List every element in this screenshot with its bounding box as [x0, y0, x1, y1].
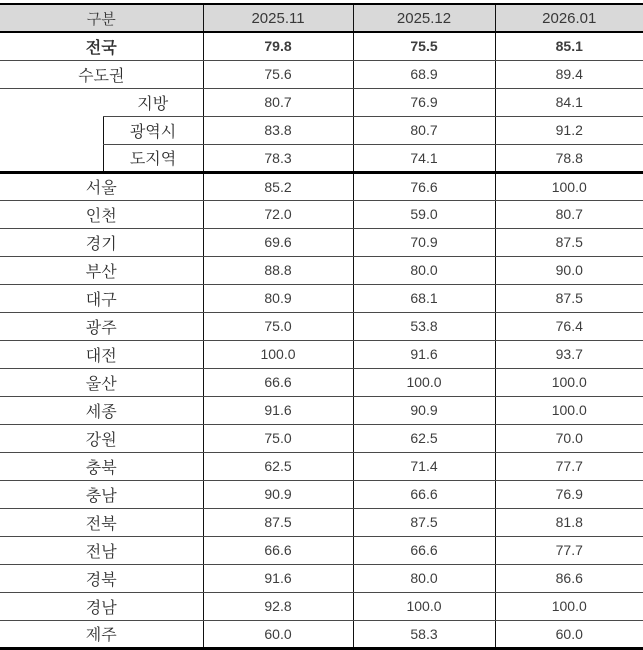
row-label: 경남	[0, 592, 203, 620]
header-row	[0, 4, 643, 32]
value-cell: 79.8	[203, 32, 353, 60]
row-label: 전국	[0, 32, 203, 60]
row-label: 도지역	[103, 144, 203, 172]
row-label: 대전	[0, 340, 203, 368]
value-cell: 87.5	[353, 508, 495, 536]
row-label: 서울	[0, 172, 203, 200]
table-row	[0, 620, 643, 648]
value-cell: 91.2	[495, 116, 643, 144]
value-cell: 93.7	[495, 340, 643, 368]
value-cell: 74.1	[353, 144, 495, 172]
value-cell: 80.7	[495, 200, 643, 228]
value-cell: 70.9	[353, 228, 495, 256]
value-cell: 76.6	[353, 172, 495, 200]
value-cell: 66.6	[203, 368, 353, 396]
value-cell: 100.0	[495, 396, 643, 424]
value-cell: 88.8	[203, 256, 353, 284]
value-cell: 75.0	[203, 424, 353, 452]
value-cell: 92.8	[203, 592, 353, 620]
row-label: 충북	[0, 452, 203, 480]
row-label: 수도권	[0, 60, 203, 88]
value-cell: 80.0	[353, 564, 495, 592]
value-cell: 68.1	[353, 284, 495, 312]
value-cell: 91.6	[203, 396, 353, 424]
value-cell: 83.8	[203, 116, 353, 144]
row-label: 전남	[0, 536, 203, 564]
value-cell: 85.1	[495, 32, 643, 60]
value-cell: 100.0	[353, 368, 495, 396]
value-cell: 66.6	[353, 536, 495, 564]
table-row	[0, 564, 643, 592]
value-cell: 76.4	[495, 312, 643, 340]
value-cell: 75.0	[203, 312, 353, 340]
value-cell: 71.4	[353, 452, 495, 480]
value-cell: 85.2	[203, 172, 353, 200]
value-cell: 80.7	[203, 88, 353, 116]
value-cell: 69.6	[203, 228, 353, 256]
value-cell: 87.5	[495, 228, 643, 256]
table-row	[0, 256, 643, 284]
table-row	[0, 452, 643, 480]
row-label: 지방	[103, 88, 203, 116]
table-body	[0, 32, 643, 648]
value-cell: 80.7	[353, 116, 495, 144]
row-label: 인천	[0, 200, 203, 228]
row-label: 제주	[0, 620, 203, 648]
value-cell: 78.8	[495, 144, 643, 172]
value-cell: 80.9	[203, 284, 353, 312]
row-label: 전북	[0, 508, 203, 536]
table-row	[0, 424, 643, 452]
value-cell: 76.9	[495, 480, 643, 508]
table-row	[0, 60, 643, 88]
value-cell: 100.0	[353, 592, 495, 620]
value-cell: 87.5	[203, 508, 353, 536]
table-row	[0, 368, 643, 396]
table-row	[0, 172, 643, 200]
table-row	[0, 396, 643, 424]
table-row	[0, 592, 643, 620]
header-cell-category: 구분	[0, 4, 203, 32]
value-cell: 66.6	[353, 480, 495, 508]
value-cell: 91.6	[203, 564, 353, 592]
value-cell: 78.3	[203, 144, 353, 172]
row-label: 대구	[0, 284, 203, 312]
row-label: 광역시	[103, 116, 203, 144]
value-cell: 100.0	[495, 592, 643, 620]
value-cell: 84.1	[495, 88, 643, 116]
value-cell: 75.6	[203, 60, 353, 88]
value-cell: 53.8	[353, 312, 495, 340]
value-cell: 75.5	[353, 32, 495, 60]
header-cell-month-2: 2025.12	[353, 4, 495, 32]
table-row	[0, 312, 643, 340]
value-cell: 90.9	[353, 396, 495, 424]
value-cell: 77.7	[495, 536, 643, 564]
table-row	[0, 32, 643, 60]
table-row	[0, 480, 643, 508]
row-label: 광주	[0, 312, 203, 340]
indent-spacer-cell	[0, 88, 103, 116]
value-cell: 62.5	[203, 452, 353, 480]
value-cell: 77.7	[495, 452, 643, 480]
table-row	[0, 144, 643, 172]
table-row	[0, 508, 643, 536]
table-row	[0, 536, 643, 564]
value-cell: 76.9	[353, 88, 495, 116]
value-cell: 59.0	[353, 200, 495, 228]
value-cell: 90.0	[495, 256, 643, 284]
value-cell: 66.6	[203, 536, 353, 564]
value-cell: 86.6	[495, 564, 643, 592]
value-cell: 68.9	[353, 60, 495, 88]
value-cell: 90.9	[203, 480, 353, 508]
row-label: 경기	[0, 228, 203, 256]
value-cell: 100.0	[203, 340, 353, 368]
value-cell: 60.0	[203, 620, 353, 648]
indent-spacer-cell	[0, 144, 103, 172]
value-cell: 72.0	[203, 200, 353, 228]
table-row	[0, 284, 643, 312]
value-cell: 70.0	[495, 424, 643, 452]
value-cell: 87.5	[495, 284, 643, 312]
value-cell: 80.0	[353, 256, 495, 284]
value-cell: 60.0	[495, 620, 643, 648]
value-cell: 62.5	[353, 424, 495, 452]
table-row	[0, 228, 643, 256]
region-data-table	[0, 3, 643, 650]
table-row	[0, 116, 643, 144]
value-cell: 91.6	[353, 340, 495, 368]
value-cell: 89.4	[495, 60, 643, 88]
row-label: 강원	[0, 424, 203, 452]
row-label: 울산	[0, 368, 203, 396]
row-label: 충남	[0, 480, 203, 508]
row-label: 경북	[0, 564, 203, 592]
header-cell-month-1: 2025.11	[203, 4, 353, 32]
value-cell: 58.3	[353, 620, 495, 648]
value-cell: 81.8	[495, 508, 643, 536]
value-cell: 100.0	[495, 172, 643, 200]
indent-spacer-cell	[0, 116, 103, 144]
value-cell: 100.0	[495, 368, 643, 396]
header-cell-month-3: 2026.01	[495, 4, 643, 32]
row-label: 부산	[0, 256, 203, 284]
table-row	[0, 340, 643, 368]
table-row	[0, 200, 643, 228]
row-label: 세종	[0, 396, 203, 424]
table-row	[0, 88, 643, 116]
